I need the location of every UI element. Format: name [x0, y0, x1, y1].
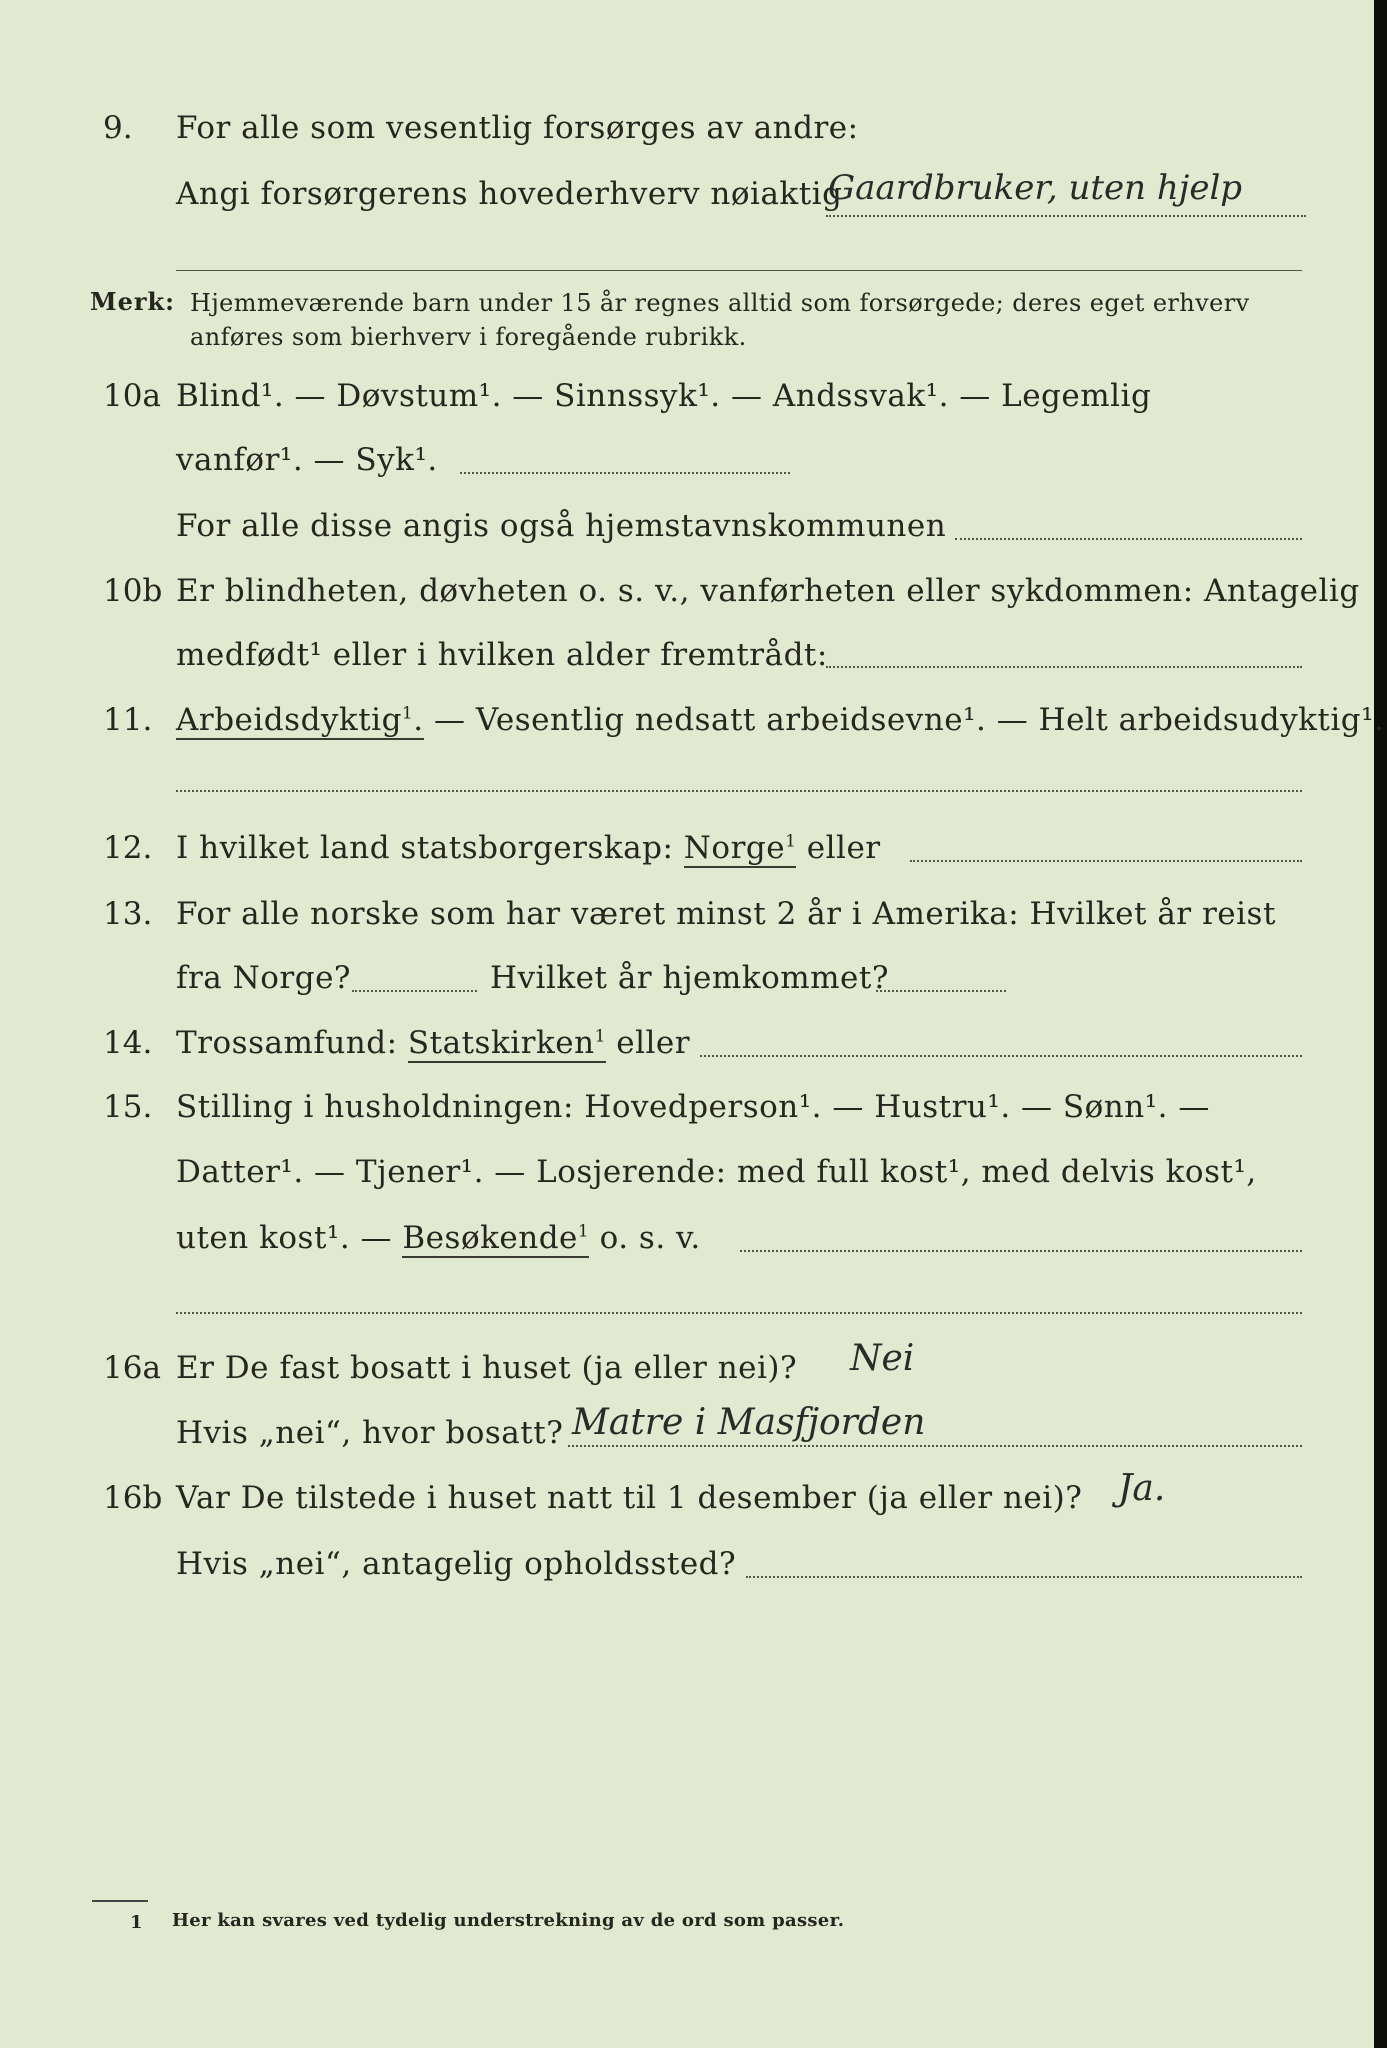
- q13-line2a: fra Norge?: [176, 960, 352, 996]
- q9-answer-handwritten: Gaardbruker, uten hjelp: [828, 168, 1243, 208]
- q12-number: 12.: [103, 830, 153, 866]
- q14-option-statskirken-underlined: Statskirken$^1$: [407, 1025, 606, 1061]
- q10b-line1: Er blindheten, døvheten o. s. v., vanførheten eller sykdommen: Antagelig: [176, 573, 1360, 609]
- merk-label: Merk:: [90, 287, 175, 316]
- q10b-number: 10b: [103, 573, 163, 609]
- q13-number: 13.: [103, 896, 153, 932]
- q15-line2: Datter¹. — Tjener¹. — Losjerende: med full kost¹, med delvis kost¹,: [176, 1154, 1257, 1190]
- q9-line2: Angi forsørgerens hovederhverv nøiaktig: [176, 176, 843, 212]
- q10a-line3: For alle disse angis også hjemstavnskommunen: [176, 508, 947, 544]
- q16a-bosatt-line: [568, 1445, 1302, 1447]
- q15-line3: uten kost¹. — Besøkende$^1$ o. s. v.: [176, 1220, 701, 1256]
- q16a-answer2-handwritten: Matre i Masfjorden: [572, 1402, 926, 1443]
- q16b-line2: Hvis „nei“, antagelig opholdssted?: [176, 1546, 737, 1582]
- q16b-answer1-handwritten: Ja.: [1118, 1468, 1166, 1509]
- q10a-line2: vanfør¹. — Syk¹.: [176, 442, 438, 478]
- merk-line1: Hjemmeværende barn under 15 år regnes alltid som forsørgede; deres eget erhverv: [190, 289, 1250, 317]
- q11-rest: — Vesentlig nedsatt arbeidsevne¹. — Helt arbeidsudyktig¹.: [423, 702, 1385, 738]
- q13-hjemkommet-line: [876, 990, 1006, 992]
- q9-number: 9.: [103, 110, 133, 146]
- q11-line: [176, 702, 1384, 738]
- q16b-opholdssted-line: [746, 1576, 1302, 1578]
- q14-line: Trossamfund: Statskirken$^1$ eller: [176, 1025, 691, 1061]
- q15-answer-line: [740, 1250, 1302, 1252]
- footnote-text: Her kan svares ved tydelig understrekning av de ord som passer.: [172, 1910, 845, 1931]
- q16b-line1: Var De tilstede i huset natt til 1 desember (ja eller nei)?: [176, 1480, 1083, 1516]
- q13-line2b: Hvilket år hjemkommet?: [490, 960, 889, 996]
- q15-blank-line: [176, 1312, 1302, 1314]
- q16a-answer1-handwritten: Nei: [850, 1338, 915, 1379]
- q13-line1: For alle norske som har været minst 2 år i Amerika: Hvilket år reist: [176, 896, 1276, 932]
- q10b-line2: medfødt¹ eller i hvilken alder fremtrådt:: [176, 637, 828, 673]
- q11-option-arbeidsdyktig-underlined: Arbeidsdyktig$^1$.: [176, 702, 424, 738]
- q10b-answer-line: [826, 666, 1302, 668]
- q12-option-norge-underlined: Norge$^1$: [683, 830, 797, 866]
- q15-option-besokende-underlined: Besøkende$^1$: [402, 1220, 590, 1256]
- q10a-syk-line: [460, 472, 790, 474]
- q9-answer-line: [826, 215, 1306, 217]
- q16a-line2: Hvis „nei“, hvor bosatt?: [176, 1415, 564, 1451]
- q16a-line1: Er De fast bosatt i huset (ja eller nei)?: [176, 1350, 798, 1386]
- q14-number: 14.: [103, 1025, 153, 1061]
- q13-reist-line: [352, 990, 477, 992]
- q16b-number: 16b: [103, 1480, 163, 1516]
- q9-separator: [176, 270, 1302, 271]
- footnote-divider: [92, 1900, 148, 1902]
- q12-answer-line: [910, 860, 1302, 862]
- q14-answer-line: [700, 1055, 1302, 1057]
- merk-line2: anføres som bierhverv i foregående rubrikk.: [190, 323, 747, 351]
- q10a-number: 10a: [103, 378, 161, 414]
- q10a-line1: Blind¹. — Døvstum¹. — Sinnssyk¹. — Andssvak¹. — Legemlig: [176, 378, 1152, 414]
- q10a-kommune-line: [955, 538, 1302, 540]
- q15-number: 15.: [103, 1089, 153, 1125]
- q12-line: I hvilket land statsborgerskap: Norge$^1$ eller: [176, 830, 881, 866]
- q15-line1: Stilling i husholdningen: Hovedperson¹. — Hustru¹. — Sønn¹. —: [176, 1089, 1210, 1125]
- q11-blank-line: [176, 790, 1302, 792]
- footnote-mark: 1: [130, 1912, 143, 1933]
- q11-number: 11.: [103, 702, 153, 738]
- q16a-number: 16a: [103, 1350, 161, 1386]
- q9-line1: For alle som vesentlig forsørges av andre:: [176, 110, 859, 146]
